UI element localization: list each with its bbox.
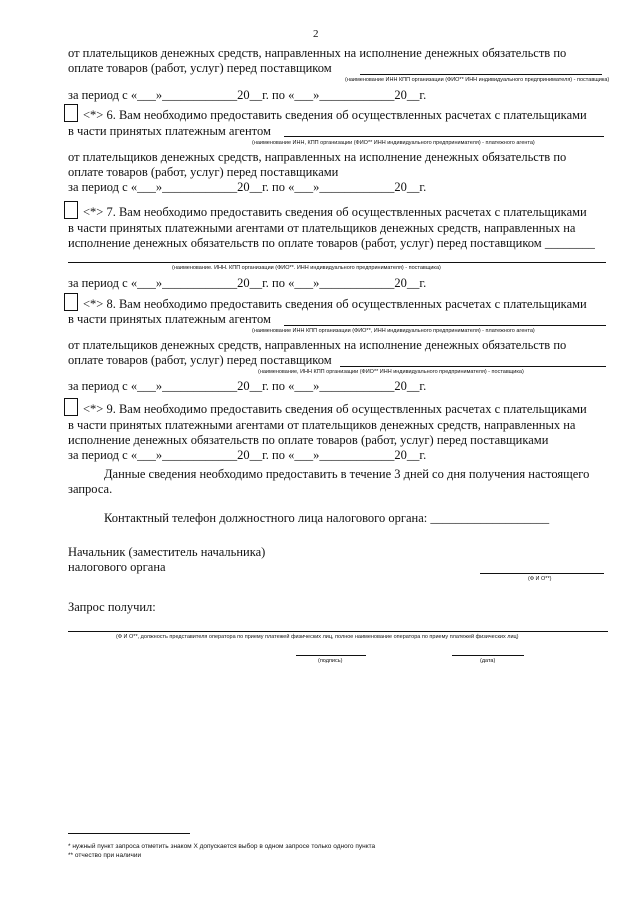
s6-hint: (наименование ИНН, КПП организации (ФИО** ИНН индивидуального предпринимателя) - платежного агента) bbox=[252, 140, 535, 146]
section-9-checkbox[interactable] bbox=[64, 398, 78, 416]
s8-line-1: <*> 8. Вам необходимо предоставить сведения об осуществленных расчетах с плательщиками bbox=[83, 297, 587, 311]
s9-line-2: в части принятых платежными агентами от плательщиков денежных средств, направленных на bbox=[68, 418, 576, 432]
s9-line-1: <*> 9. Вам необходимо предоставить сведения об осуществленных расчетах с плательщиками bbox=[83, 402, 587, 416]
s8-line-3: от плательщиков денежных средств, направленных на исполнение денежных обязательств по bbox=[68, 338, 567, 352]
section-7-checkbox[interactable] bbox=[64, 201, 78, 219]
head-title-line-2: налогового органа bbox=[68, 560, 166, 574]
s8-hint-2: (наименование, ИНН КПП организации (ФИО** ИНН индивидуального предпринимателя) - поставщика) bbox=[258, 369, 524, 375]
head-fio-hint: (Ф И О**) bbox=[528, 576, 552, 582]
s8-line-4: оплате товаров (работ, услуг) перед поставщиком bbox=[68, 353, 332, 367]
section-8-checkbox[interactable] bbox=[64, 293, 78, 311]
date-field[interactable] bbox=[452, 655, 524, 656]
contact-phone-label: Контактный телефон должностного лица налогового органа: ___________________ bbox=[104, 511, 550, 525]
head-title-line-1: Начальник (заместитель начальника) bbox=[68, 545, 266, 559]
footnote-1: * нужный пункт запроса отметить знаком Х допускается выбор в одном запросе только одного пункта bbox=[68, 843, 376, 850]
footnote-2: ** отчество при наличии bbox=[68, 852, 142, 859]
s8-line-2: в части принятых платежным агентом bbox=[68, 312, 271, 326]
s8-agent-field[interactable] bbox=[284, 325, 606, 326]
s7-supplier-field[interactable] bbox=[68, 262, 606, 263]
deadline-line-1: Данные сведения необходимо предоставить в течение 3 дней со дня получения настоящего bbox=[104, 467, 590, 481]
s6-period: за период с «___»____________20__г. по «___»____________20__г. bbox=[68, 180, 427, 194]
s7-line-3: исполнение денежных обязательств по оплате товаров (работ, услуг) перед поставщиком ________ bbox=[68, 236, 595, 250]
s5-line-2: оплате товаров (работ, услуг) перед поставщиком bbox=[68, 61, 332, 75]
s6-line-2: в части принятых платежным агентом bbox=[68, 124, 271, 138]
s8-period: за период с «___»____________20__г. по «___»____________20__г. bbox=[68, 379, 427, 393]
s6-line-1: <*> 6. Вам необходимо предоставить сведения об осуществленных расчетах с плательщиками bbox=[83, 108, 587, 122]
section-6-checkbox[interactable] bbox=[64, 104, 78, 122]
s5-line-1: от плательщиков денежных средств, направленных на исполнение денежных обязательств по bbox=[68, 46, 567, 60]
date-hint: (дата) bbox=[480, 658, 496, 664]
received-hint: (Ф И О**, должность представителя оператора по приему платежей физических лиц, полное наименование оператора по приему платежей физических лиц) bbox=[116, 634, 519, 640]
s6-agent-field[interactable] bbox=[284, 136, 604, 137]
s7-line-2: в части принятых платежными агентами от плательщиков денежных средств, направленных на bbox=[68, 221, 576, 235]
s8-hint-1: (наименование ИНН КПП организации (ФИО**, ИНН индивидуального предпринимателя) - платежного агента) bbox=[252, 328, 535, 334]
s6-line-4: оплате товаров (работ, услуг) перед поставщиками bbox=[68, 165, 339, 179]
s7-hint: (наименование. ИНН. КПП организации (ФИО**. ИНН индивидуального предпринимателя) - поставщика) bbox=[172, 265, 441, 271]
s5-period: за период с «___»____________20__г. по «___»____________20__г. bbox=[68, 88, 427, 102]
s5-supplier-field[interactable] bbox=[360, 74, 602, 75]
signature-field[interactable] bbox=[296, 655, 366, 656]
s8-supplier-field[interactable] bbox=[340, 366, 606, 367]
received-label: Запрос получил: bbox=[68, 600, 156, 614]
footnote-separator bbox=[68, 833, 190, 834]
head-fio-field[interactable] bbox=[480, 573, 604, 574]
s9-period: за период с «___»____________20__г. по «___»____________20__г. bbox=[68, 448, 427, 462]
s9-line-3: исполнение денежных обязательств по оплате товаров (работ, услуг) перед поставщиками bbox=[68, 433, 549, 447]
received-fio-field[interactable] bbox=[68, 631, 608, 632]
page-number: 2 bbox=[313, 28, 319, 40]
s7-period: за период с «___»____________20__г. по «___»____________20__г. bbox=[68, 276, 427, 290]
signature-hint: (подпись) bbox=[318, 658, 343, 664]
s6-line-3: от плательщиков денежных средств, направленных на исполнение денежных обязательств по bbox=[68, 150, 567, 164]
s5-hint: (наименование ИНН КПП организации (ФИО** ИНН индивидуального предпринимателя) - поставщика) bbox=[345, 77, 610, 83]
s7-line-1: <*> 7. Вам необходимо предоставить сведения об осуществленных расчетах с плательщиками bbox=[83, 205, 587, 219]
deadline-line-2: запроса. bbox=[68, 482, 113, 496]
